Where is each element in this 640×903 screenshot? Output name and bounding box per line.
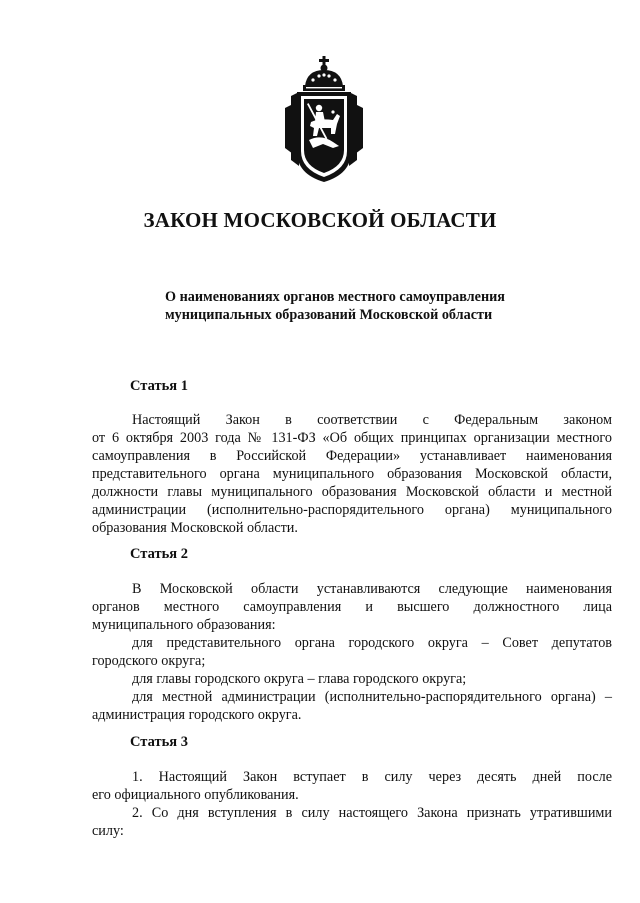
article-2-line: для главы городского округа – глава городского округа;	[132, 671, 467, 687]
article-1-line: образования Московской области.	[92, 520, 298, 536]
article-1-line: самоуправления в Российской Федерации» устанавливает наименования	[92, 448, 612, 464]
article-1-heading: Статья 1	[130, 378, 188, 394]
article-2-line: муниципального образования:	[92, 617, 276, 633]
article-2-line: В Московской области устанавливаются следующие наименования	[132, 581, 612, 597]
article-1-line: Настоящий Закон в соответствии с Федеральным законом	[132, 412, 612, 428]
subtitle-line: О наименованиях органов местного самоуправления	[165, 289, 505, 305]
article-3-line: 1. Настоящий Закон вступает в силу через десять дней после	[132, 769, 612, 785]
document-title: ЗАКОН МОСКОВСКОЙ ОБЛАСТИ	[143, 208, 497, 232]
article-2-heading: Статья 2	[130, 546, 188, 562]
article-2-line: городского округа;	[92, 653, 206, 669]
article-3-heading: Статья 3	[130, 734, 188, 750]
subtitle-line: муниципальных образований Московской области	[165, 307, 493, 323]
article-2-line: для представительного органа городского округа – Совет депутатов	[132, 635, 612, 651]
article-1-line: представительного органа муниципального образования Московской области,	[92, 466, 612, 482]
document-subtitle	[165, 288, 565, 324]
article-1-line: от 6 октября 2003 года № 131-ФЗ «Об общих принципах организации местного	[92, 430, 612, 446]
article-3-line: 2. Со дня вступления в силу настоящего Закона признать утратившими	[132, 805, 612, 821]
article-1-line: администрации (исполнительно-распорядительного органа) муниципального	[92, 502, 612, 518]
article-2-line: администрация городского округа.	[92, 707, 302, 723]
article-2-line: для местной администрации (исполнительно-распорядительного органа) –	[132, 689, 612, 705]
article-3-line: его официального опубликования.	[92, 787, 299, 803]
article-3-line: силу:	[92, 823, 124, 839]
article-2-line: органов местного самоуправления и высшего должностного лица	[92, 599, 612, 615]
article-1-line: должности главы муниципального образования Московской области и местной	[92, 484, 612, 500]
moscow-oblast-coat-of-arms	[283, 56, 365, 184]
